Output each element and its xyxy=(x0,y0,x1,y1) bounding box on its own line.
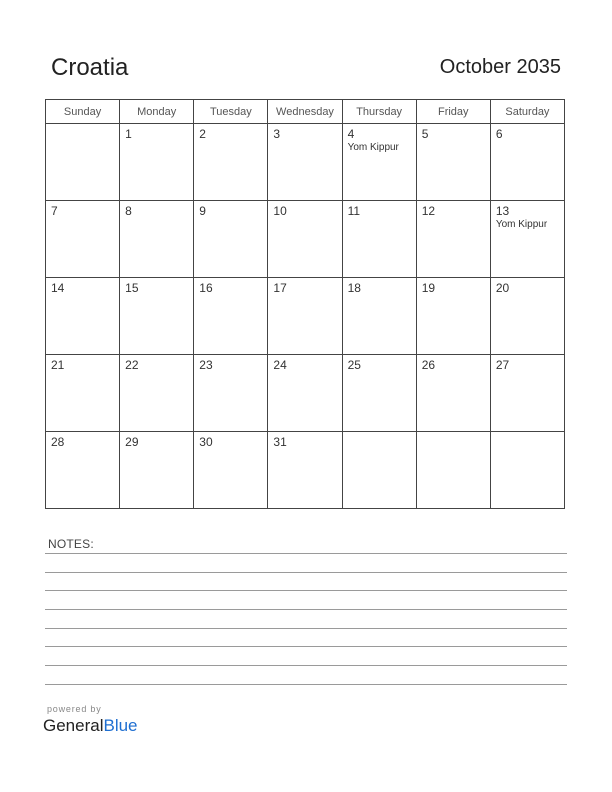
weekday-wednesday: Wednesday xyxy=(268,100,342,124)
day-cell xyxy=(120,124,194,201)
day-number: 20 xyxy=(495,281,510,295)
notes-line xyxy=(45,628,567,629)
day-cell xyxy=(46,278,120,355)
day-cell xyxy=(416,432,490,509)
day-cell xyxy=(268,432,342,509)
day-number: 8 xyxy=(125,204,132,218)
calendar-week-row xyxy=(46,355,565,432)
holiday-label: Yom Kippur xyxy=(347,142,399,153)
notes-line xyxy=(45,609,567,610)
day-number: 10 xyxy=(273,204,287,218)
day-cell xyxy=(194,432,268,509)
day-number: 18 xyxy=(347,281,361,295)
day-cell xyxy=(120,201,194,278)
day-cell xyxy=(268,355,342,432)
weekday-sunday: Sunday xyxy=(46,100,120,124)
day-cell xyxy=(120,432,194,509)
day-number: 7 xyxy=(51,204,58,218)
day-number: 5 xyxy=(421,127,429,141)
day-number: 30 xyxy=(199,435,213,449)
notes-line xyxy=(45,684,567,685)
weekday-saturday: Saturday xyxy=(490,100,564,124)
brand-name-part1: General xyxy=(43,716,104,735)
day-number: 28 xyxy=(51,435,65,449)
day-number: 31 xyxy=(273,435,287,449)
weekday-tuesday: Tuesday xyxy=(194,100,268,124)
day-number: 25 xyxy=(347,358,361,372)
day-cell xyxy=(416,201,490,278)
day-number: 24 xyxy=(273,358,287,372)
day-number: 4 xyxy=(347,127,355,141)
day-cell xyxy=(268,124,342,201)
day-cell xyxy=(490,278,564,355)
day-cell xyxy=(342,124,416,201)
day-cell xyxy=(194,278,268,355)
weekday-header-row xyxy=(46,100,565,124)
day-cell xyxy=(46,124,120,201)
day-number: 17 xyxy=(273,281,287,295)
day-number: 13 xyxy=(495,204,510,218)
day-cell xyxy=(46,355,120,432)
day-number: 12 xyxy=(421,204,436,218)
day-number: 6 xyxy=(495,127,503,141)
day-cell xyxy=(194,355,268,432)
day-cell xyxy=(268,201,342,278)
day-cell xyxy=(46,201,120,278)
weekday-friday: Friday xyxy=(416,100,490,124)
day-cell xyxy=(490,201,564,278)
generalblue-logo[interactable] xyxy=(43,716,138,736)
day-number: 16 xyxy=(199,281,213,295)
notes-line xyxy=(45,665,567,666)
day-number: 9 xyxy=(199,204,206,218)
powered-by-text: powered by xyxy=(47,704,102,714)
day-number: 11 xyxy=(347,204,361,218)
day-cell xyxy=(194,124,268,201)
notes-line xyxy=(45,646,567,647)
day-number: 2 xyxy=(199,127,206,141)
day-cell xyxy=(416,278,490,355)
day-number: 3 xyxy=(273,127,281,141)
day-number: 22 xyxy=(125,358,139,372)
day-number: 29 xyxy=(125,435,139,449)
calendar-grid xyxy=(45,99,565,509)
day-number: 19 xyxy=(421,281,436,295)
day-cell xyxy=(342,355,416,432)
country-title: Croatia xyxy=(51,54,129,81)
notes-line xyxy=(45,590,567,591)
day-cell xyxy=(268,278,342,355)
calendar-week-row xyxy=(46,278,565,355)
day-cell xyxy=(342,432,416,509)
holiday-label: Yom Kippur xyxy=(495,219,548,230)
calendar-week-row xyxy=(46,124,565,201)
notes-line xyxy=(45,553,567,554)
day-number: 14 xyxy=(51,281,65,295)
day-cell xyxy=(416,124,490,201)
day-cell xyxy=(342,278,416,355)
day-cell xyxy=(120,278,194,355)
day-number: 23 xyxy=(199,358,213,372)
day-cell xyxy=(490,355,564,432)
calendar-week-row xyxy=(46,201,565,278)
brand-name-part2: Blue xyxy=(103,716,138,735)
day-cell xyxy=(342,201,416,278)
weekday-thursday: Thursday xyxy=(342,100,416,124)
day-number: 21 xyxy=(51,358,65,372)
notes-label: NOTES: xyxy=(48,537,94,551)
calendar-week-row xyxy=(46,432,565,509)
month-year-title: October 2035 xyxy=(439,56,561,78)
day-number: 1 xyxy=(125,127,132,141)
day-cell xyxy=(194,201,268,278)
day-cell xyxy=(120,355,194,432)
weekday-monday: Monday xyxy=(120,100,194,124)
day-cell xyxy=(46,432,120,509)
day-cell xyxy=(416,355,490,432)
day-number: 26 xyxy=(421,358,436,372)
day-number: 15 xyxy=(125,281,139,295)
day-cell xyxy=(490,432,564,509)
day-cell xyxy=(490,124,564,201)
day-number: 27 xyxy=(495,358,510,372)
notes-line xyxy=(45,572,567,573)
